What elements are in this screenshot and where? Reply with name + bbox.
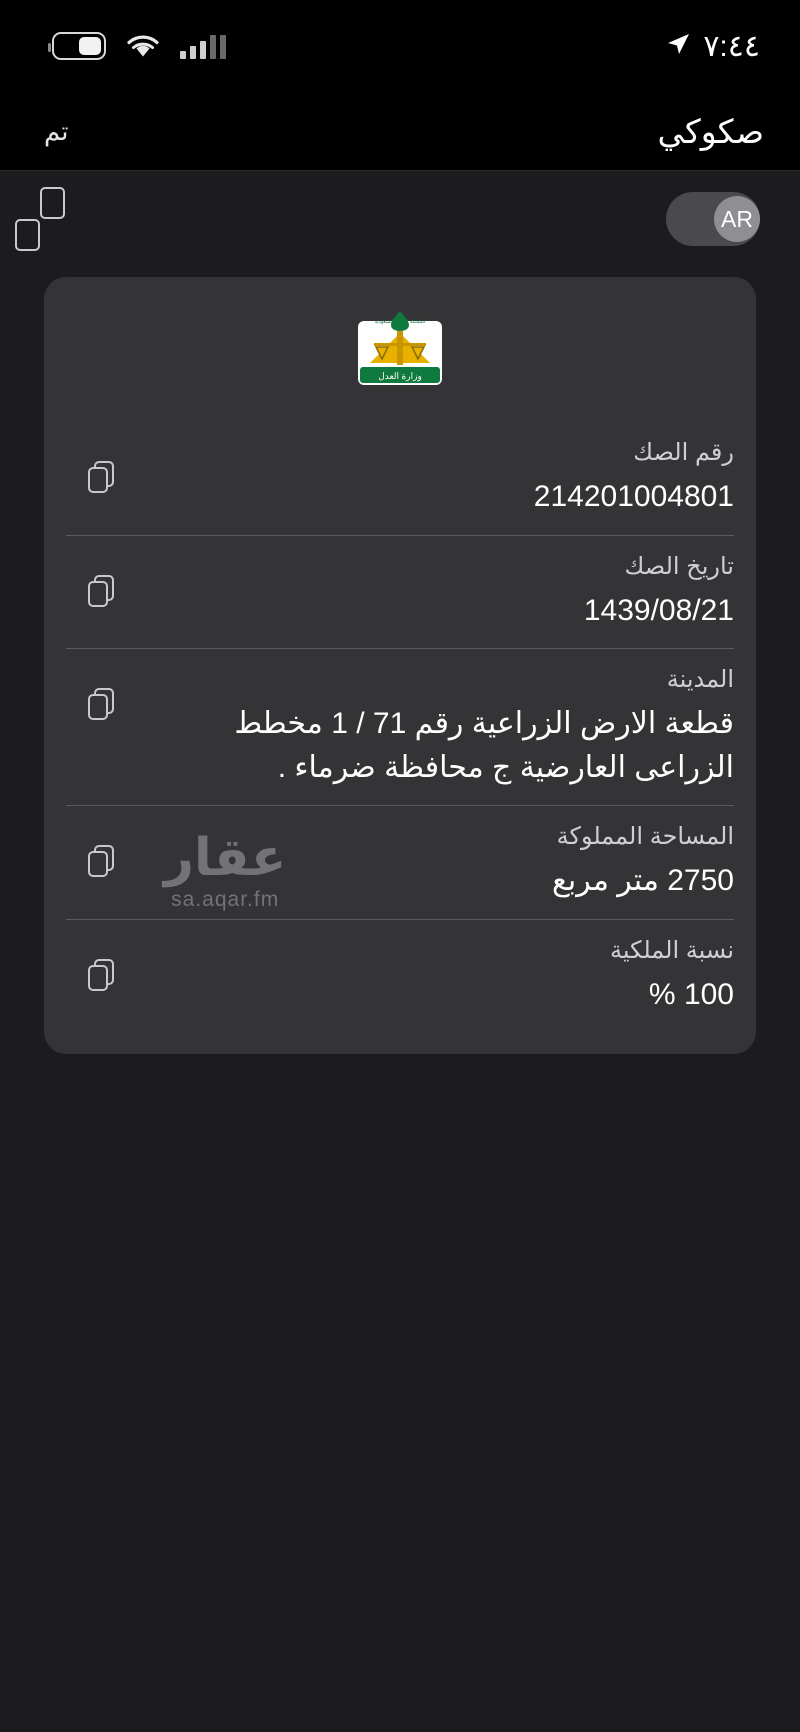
battery-icon [52, 32, 106, 60]
row-label: نسبة الملكية [609, 936, 734, 964]
language-toggle[interactable] [666, 192, 760, 246]
svg-text:وزارة العدل: وزارة العدل [378, 371, 422, 381]
wifi-icon [126, 33, 160, 59]
copy-row-button[interactable] [66, 549, 136, 607]
signal-icon [180, 33, 226, 59]
copy-icon [88, 845, 114, 877]
page-title: صكوكي [657, 112, 764, 150]
watermark-url: sa.aqar.fm [171, 888, 280, 911]
row-value: 1439/08/21 [583, 593, 734, 627]
status-bar-right [665, 29, 760, 64]
status-bar [0, 0, 800, 92]
deed-row-texts [136, 549, 734, 633]
row-value: قطعة الارض الزراعية رقم 71 / 1 مخطط الزراعى العارضية ج محافظة ضرماء . [234, 707, 734, 784]
row-value: 100 % [648, 977, 734, 1011]
row-label: المساحة المملوكة [556, 823, 734, 850]
status-bar-left [52, 32, 226, 60]
row-label: المدينة [666, 666, 734, 693]
watermark-logo-text: عقار [164, 829, 287, 887]
deed-row [44, 421, 756, 535]
svg-text:المملكة العربية السعودية: المملكة العربية السعودية [374, 319, 426, 325]
copy-icon [88, 575, 114, 607]
location-icon [665, 31, 691, 62]
deed-card [44, 277, 756, 1054]
copy-row-button[interactable] [66, 662, 136, 720]
content-sheet [0, 170, 800, 1732]
status-time: ٧:٤٤ [703, 29, 760, 63]
copy-icon [88, 959, 114, 991]
copy-icon [88, 461, 114, 493]
header-bar [0, 92, 800, 170]
deed-row-texts [136, 933, 734, 1017]
copy-row-button[interactable] [66, 933, 136, 991]
row-value: 2750 متر مربع [551, 864, 734, 897]
row-label: تاريخ الصك [624, 552, 734, 580]
row-label: رقم الصك [633, 439, 734, 466]
card-toolbar [0, 171, 800, 267]
row-value: 214201004801 [533, 480, 734, 513]
ministry-of-justice-emblem-icon [44, 303, 756, 403]
language-toggle-label: AR [714, 196, 760, 242]
deed-row-texts [136, 435, 734, 519]
deed-row [44, 535, 756, 649]
deed-row [44, 919, 756, 1033]
deed-row-texts [136, 819, 734, 903]
deed-row [44, 805, 756, 919]
deed-row-texts [136, 662, 734, 789]
battery-fill [79, 37, 101, 55]
copy-row-button[interactable] [66, 435, 136, 493]
copy-icon [88, 688, 114, 720]
copy-row-button[interactable] [66, 819, 136, 877]
done-button[interactable]: تم [44, 115, 69, 146]
deed-row [44, 648, 756, 805]
